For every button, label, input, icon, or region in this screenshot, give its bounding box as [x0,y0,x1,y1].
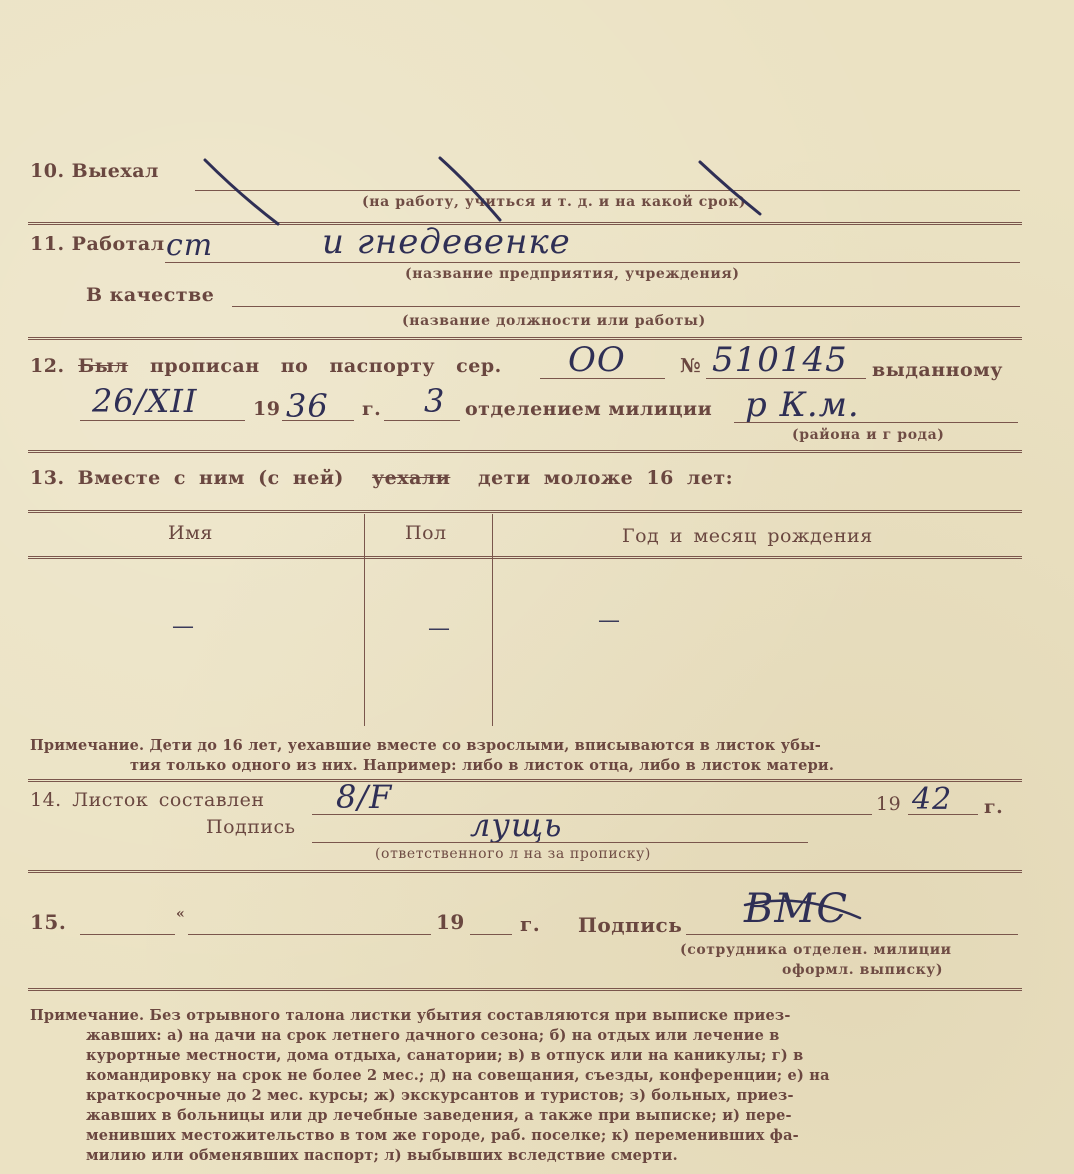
s10-label: 10. Выехал [30,160,159,182]
s12-year-hand: 36 [286,387,329,425]
s15-g: г. [520,912,541,936]
s14-year-prefix: 19 [876,793,902,815]
note2-line2: жавших: а) на дачи на срок летнего дачного сезона; б) на отдых или лечение в [86,1027,780,1044]
note2-line6: жавших в больницы или др лечебные заведения, а также при выписке; и) пере- [86,1107,792,1124]
s11-handwriting-2: и гнедевенке [322,222,571,262]
note2-line1: Примечание. Без отрывного талона листки убытия составляются при выписке приез- [30,1007,791,1024]
s11-as-label: В качестве [86,284,215,306]
s11-caption: (название предприятия, учреждения) [405,266,740,282]
s12-dept-label: отделением милиции [465,398,713,420]
s12-g: г. [362,398,382,420]
s12-strike: Был [78,355,129,377]
s15-year-prefix: 19 [436,910,465,934]
s12-date-hand: 26/XII [92,382,198,420]
table-header-birth: Год и месяц рождения [622,525,873,547]
s15-label: 15. [30,910,67,934]
s14-g: г. [984,796,1004,818]
s12-dept-hand: 3 [424,382,446,420]
s11-handwriting-1: ст [166,228,214,263]
note2-line4: командировку на срок не более 2 мес.; д) на совещания, съезды, конференции; е) на [86,1067,830,1084]
s14-caption: (ответственного л на за прописку) [375,846,651,862]
s15-caption1: (сотрудника отделен. милиции [680,942,952,958]
s12-number-hand: 510145 [712,340,848,380]
s13-rest: дети моложе 16 лет: [478,467,734,489]
note1-line1: Примечание. Дети до 16 лет, уехавшие вместе со взрослыми, вписываются в листок убы- [30,737,822,754]
s11-as-caption: (название должности или работы) [402,313,706,329]
slash-mark [700,162,760,214]
s14-sign-hand: лущь [470,806,563,844]
s10-caption: (на работу, учиться и т. д. и на какой срок) [362,194,747,210]
s15-signature: ВМС [744,886,848,932]
table-header-name: Имя [168,522,213,544]
s13-label: 13. Вместе с ним (с ней) [30,467,344,489]
s11-label: 11. Работал [30,233,165,255]
note2-line7: менивших местожительство в том же городе, раб. поселке; к) переменивших фа- [86,1127,799,1144]
table-cell-birth: — [598,608,621,633]
s12-num-label: № [680,355,702,377]
table-cell-sex: — [428,616,451,641]
table-header-sex: Пол [405,522,447,544]
s12-series-hand: ОО [568,340,626,380]
s14-date-hand: 8/F [336,778,393,816]
note2-line3: курортные местности, дома отдыха, санатории; в) в отпуск или на каникулы; г) в [86,1047,804,1064]
table-cell-name: — [172,614,195,639]
s12-num: 12. [30,355,65,377]
note2-line5: краткосрочные до 2 мес. курсы; ж) экскурсантов и туристов; з) больных, приез- [86,1087,794,1104]
s14-sign-label: Подпись [206,816,296,838]
slash-mark [205,160,278,224]
note1-line2: тия только одного из них. Например: либо в листок отца, либо в листок матери. [130,757,835,774]
s12-label: прописан по паспорту сер. [150,355,502,377]
s13-strike: уехали [372,467,451,489]
s14-year-hand: 42 [912,782,953,817]
s15-quote: « [176,906,186,922]
s12-year-prefix: 19 [253,398,281,420]
note2-line8: милию или обменявших паспорт; л) выбывших вследствие смерти. [86,1147,678,1164]
s12-issued: выданному [872,359,1003,381]
s15-caption2: оформл. выписку) [782,962,944,978]
s12-caption: (района и г рода) [792,427,945,443]
signature-flourish [745,901,860,918]
s12-dept-name-hand: р К.м. [745,385,860,425]
slash-mark [440,158,500,220]
s14-label: 14. Листок составлен [30,789,265,811]
s15-sign-label: Подпись [578,913,683,937]
